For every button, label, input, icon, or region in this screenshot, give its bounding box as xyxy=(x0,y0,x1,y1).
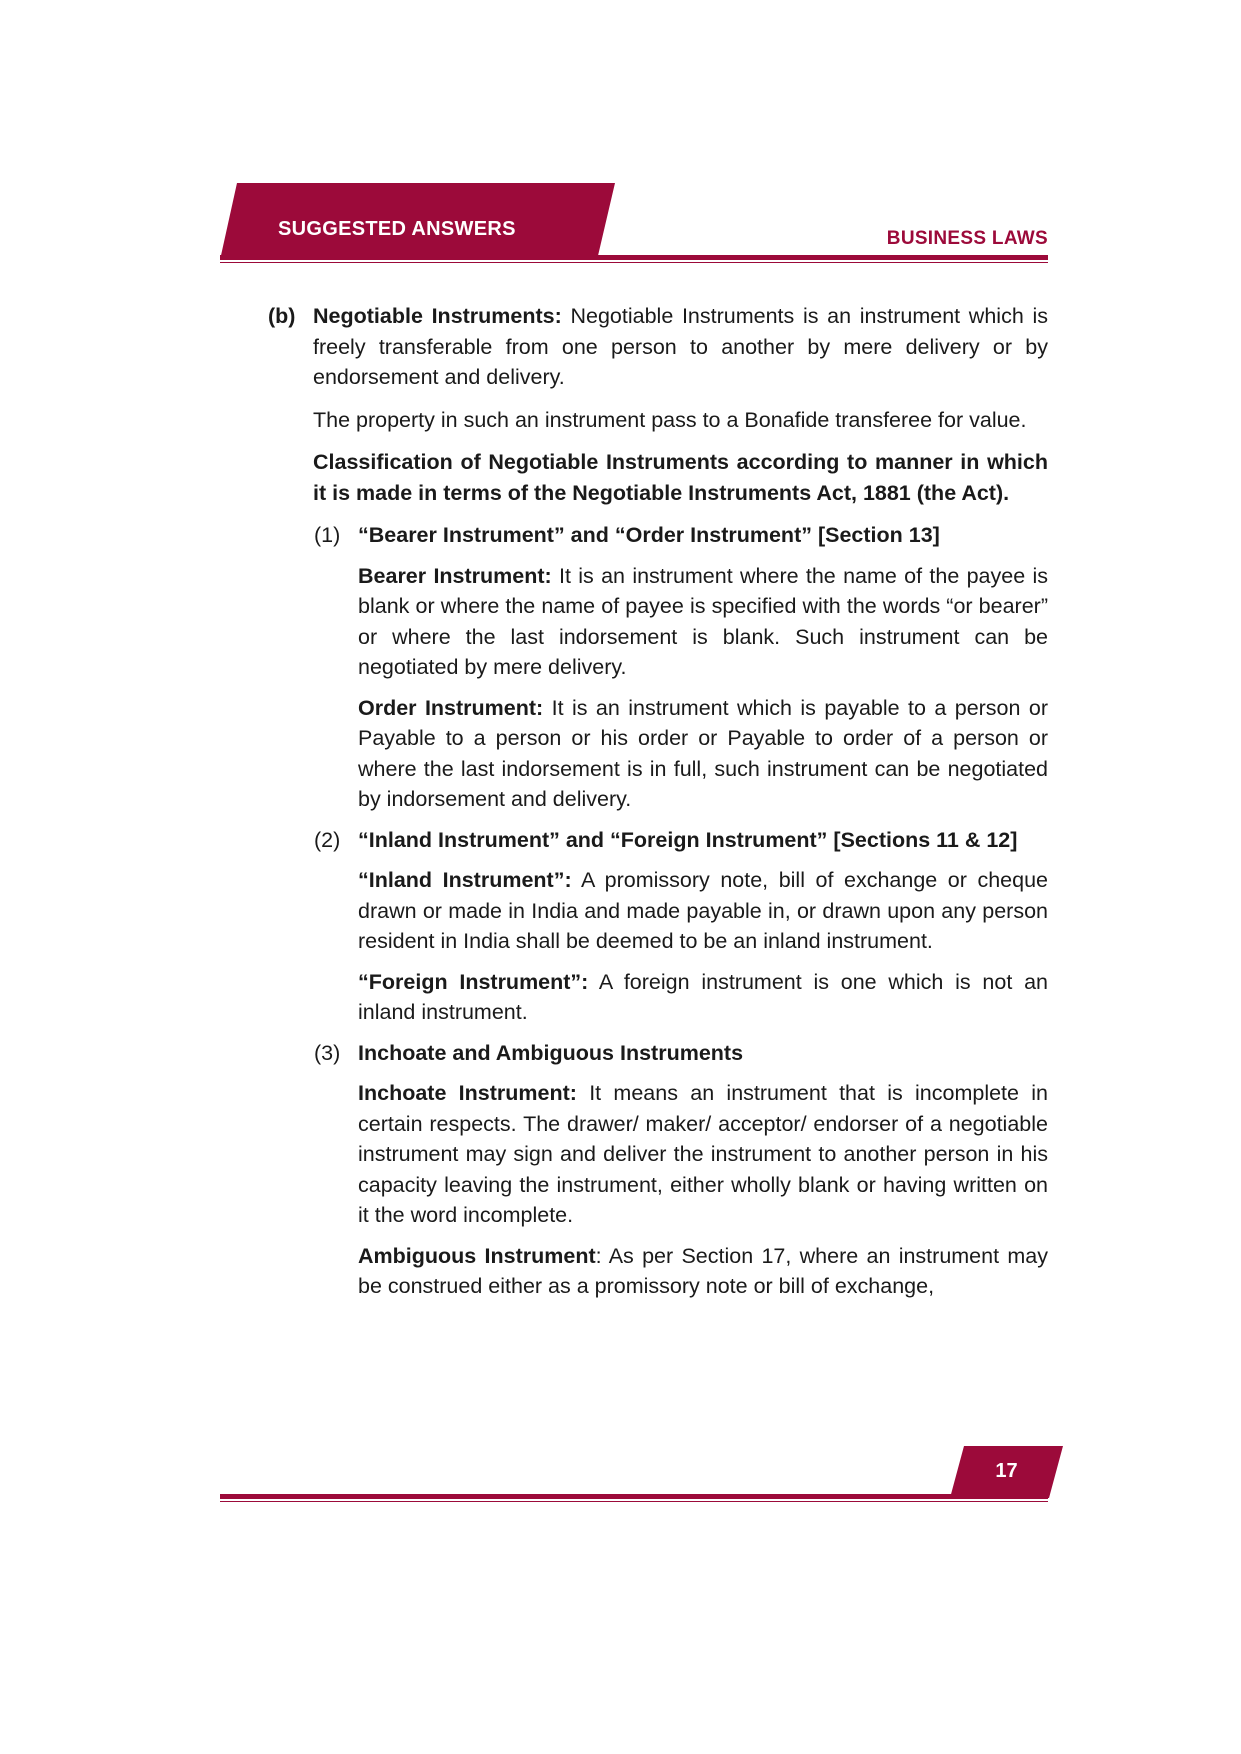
item-text: A foreign instrument is one which is not an inland instrument. xyxy=(358,969,1048,1024)
header-tab-label: SUGGESTED ANSWERS xyxy=(278,218,516,240)
item-heading xyxy=(268,520,1048,551)
item-heading-text: “Bearer Instrument” and “Order Instrument” [Section 13] xyxy=(358,523,940,547)
header-rule xyxy=(220,255,1048,260)
section-intro xyxy=(268,301,1048,393)
item-marker: (3) xyxy=(314,1040,341,1065)
item-heading-text: “Inland Instrument” and “Foreign Instrument” [Sections 11 & 12] xyxy=(358,827,1018,852)
item-marker: (2) xyxy=(314,827,341,852)
item-text: It means an instrument that is incomplete in certain respects. The drawer/ maker/ acceptor/ endorser of a negotiable instrument may sign and deliver the instrument to another person in his capacity leaving the instrument, either wholly blank or having written on it the word incomplete. xyxy=(358,1081,1048,1227)
page-number: 17 xyxy=(995,1460,1018,1482)
item-heading-text: Inchoate and Ambiguous Instruments xyxy=(358,1040,744,1065)
item-paragraph xyxy=(268,1078,1048,1231)
page-content xyxy=(268,301,1048,1302)
item-term: Order Instrument: xyxy=(358,695,544,720)
classification-heading: Classification of Negotiable Instruments according to manner in which it is made in terms of the Negotiable Instruments Act, 1881 (the Act). xyxy=(313,450,1048,505)
item-paragraph xyxy=(268,1241,1048,1302)
item-paragraph xyxy=(268,967,1048,1028)
section-intro-text: Negotiable Instruments is an instrument which is freely transferable from one person to another by mere delivery or by endorsement and delivery. xyxy=(313,304,1048,389)
item-text: : As per Section 17, where an instrument may be construed either as a promissory note or bill of exchange, xyxy=(358,1243,1048,1298)
item-term: “Inland Instrument”: xyxy=(358,868,572,892)
item-term: Inchoate Instrument: xyxy=(358,1081,577,1105)
header-subject: BUSINESS LAWS xyxy=(886,228,1048,249)
item-heading xyxy=(268,1038,1048,1069)
item-text: It is an instrument which is payable to a person or Payable to a person or his order or Payable to order of a person or where the last indorsement is in full, such instrument can be negotiated by indorsement and delivery. xyxy=(358,695,1048,811)
item-paragraph xyxy=(268,693,1048,815)
section-para: The property in such an instrument pass to a Bonafide transferee for value. xyxy=(313,407,1027,432)
section-marker: (b) xyxy=(268,304,296,328)
item-term: Bearer Instrument: xyxy=(358,563,552,588)
item-text: It is an instrument where the name of the payee is blank or where the name of payee is specified with the words “or bearer” or where the last indorsement is blank. Such instrument can be negotiated by mere delivery. xyxy=(358,563,1049,679)
header-rule-thin xyxy=(220,262,1048,263)
footer-rule-thin xyxy=(220,1501,1048,1502)
footer-rule xyxy=(220,1494,1048,1499)
item-term: “Foreign Instrument”: xyxy=(358,969,589,994)
section-title: Negotiable Instruments: xyxy=(313,304,562,328)
item-term: Ambiguous Instrument xyxy=(358,1243,596,1268)
item-paragraph xyxy=(268,561,1048,683)
item-text: A promissory note, bill of exchange or cheque drawn or made in India and made payable in, or drawn upon any person resident in India shall be deemed to be an inland instrument. xyxy=(358,868,1048,953)
item-paragraph xyxy=(268,865,1048,957)
item-heading xyxy=(268,825,1048,856)
item-marker: (1) xyxy=(314,523,341,547)
